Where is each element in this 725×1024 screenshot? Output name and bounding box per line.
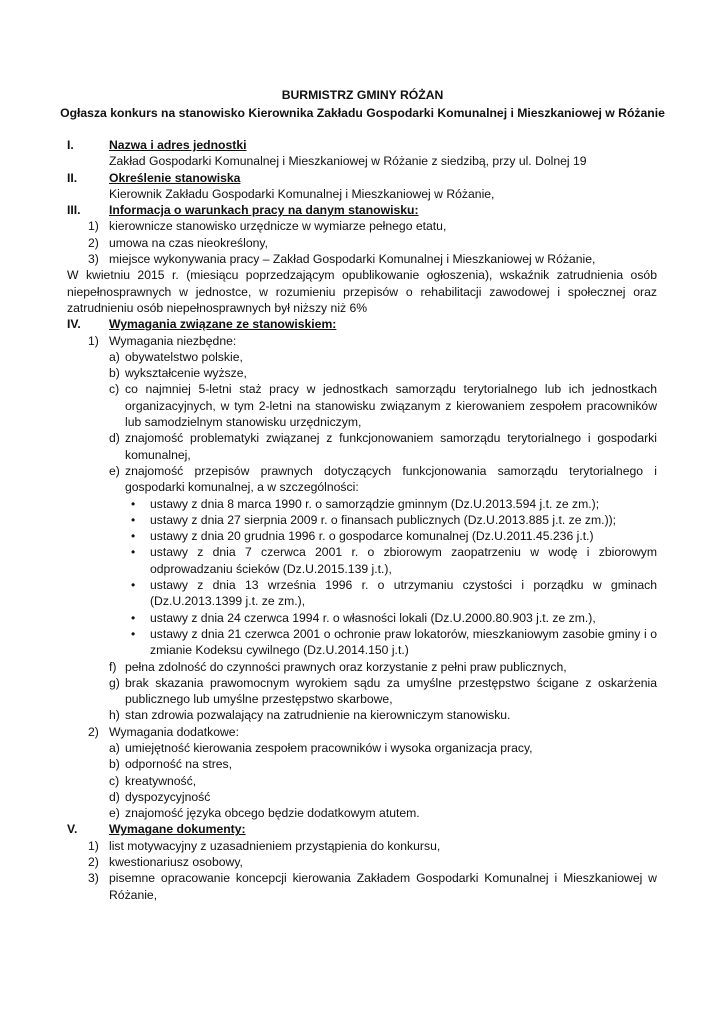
- item-letter: c): [109, 382, 120, 397]
- section-1-body: Zakład Gospodarki Komunalnej i Mieszkaniowej w Różanie z siedzibą, przy ul. Dolnej 19: [109, 154, 587, 169]
- item-text: brak skazania prawomocnym wyrokiem sądu za umyślne przestępstwo ścigane z oskarżenia publicznego lub umyślne przestępstwo skarbowe,: [125, 675, 657, 707]
- item-text: pisemne opracowanie koncepcji kierowania Zakładem Gospodarki Komunalnej i Mieszkaniowej w Różanie,: [109, 871, 657, 902]
- item-text: umowa na czas nieokreślony,: [109, 235, 268, 250]
- section-number: I.: [67, 138, 74, 152]
- section-5-heading: [67, 821, 657, 837]
- item-letter: a): [109, 349, 120, 364]
- section-number: III.: [67, 203, 81, 218]
- item-text: Wymagania niezbędne:: [109, 333, 237, 348]
- item-number: 2): [88, 235, 99, 250]
- item-text: znajomość języka obcego będzie dodatkowym atutem.: [125, 806, 420, 821]
- item-number: 1): [88, 838, 99, 853]
- item-letter: a): [109, 740, 120, 755]
- list-item: [67, 251, 657, 267]
- item-text: kwestionariusz osobowy,: [109, 855, 243, 870]
- bullet-icon: •: [131, 545, 136, 560]
- bullet-icon: •: [131, 529, 136, 544]
- bullet-icon: •: [131, 578, 136, 593]
- section-3-heading: [67, 202, 657, 218]
- list-item: [67, 854, 657, 870]
- list-item: [67, 740, 657, 756]
- section-4-heading: [67, 316, 657, 332]
- item-letter: b): [109, 366, 120, 381]
- requirements-additional-heading: [67, 724, 657, 740]
- item-letter: e): [109, 463, 120, 478]
- list-item: [67, 659, 657, 675]
- bullet-item: [67, 544, 657, 577]
- item-text: ustawy z dnia 7 czerwca 2001 r. o zbiorowym zaopatrzeniu w wodę i zbiorowym odprowadzaniu ścieków (Dz.U.2015.139 j.t.),: [150, 545, 657, 576]
- list-item: [67, 789, 657, 805]
- bullet-icon: •: [131, 512, 136, 527]
- item-letter: e): [109, 806, 120, 821]
- item-text: znajomość problematyki związanej z funkcjonowaniem samorządu terytorialnego i gospodarki komunalnej,: [125, 431, 657, 462]
- item-number: 3): [88, 252, 99, 267]
- item-letter: b): [109, 757, 120, 772]
- item-number: 1): [88, 333, 99, 348]
- document-title: BURMISTRZ GMINY RÓŻAN: [281, 88, 444, 102]
- bullet-icon: •: [131, 496, 136, 511]
- section-2-heading: [67, 170, 657, 186]
- bullet-item: [67, 512, 657, 528]
- list-item: [67, 463, 657, 496]
- list-item: [67, 870, 657, 903]
- item-letter: f): [109, 659, 117, 674]
- document-header: [0, 86, 725, 122]
- item-number: 2): [88, 724, 99, 739]
- item-text: kierownicze stanowisko urzędnicze w wymiarze pełnego etatu,: [109, 219, 447, 234]
- list-item: [67, 805, 657, 821]
- item-text: ustawy z dnia 24 czerwca 1994 r. o własności lokali (Dz.U.2000.80.903 j.t. ze zm.),: [150, 610, 596, 625]
- item-text: wykształcenie wyższe,: [125, 366, 247, 381]
- item-text: ustawy z dnia 27 sierpnia 2009 r. o finansach publicznych (Dz.U.2013.885 j.t. ze zm.));: [150, 512, 617, 527]
- list-item: [67, 707, 657, 723]
- bullet-icon: •: [131, 610, 136, 625]
- section-title: Nazwa i adres jednostki: [109, 138, 247, 152]
- requirements-essential-heading: [67, 333, 657, 349]
- list-item: [67, 349, 657, 365]
- item-text: co najmniej 5-letni staż pracy w jednostkach samorządu terytorialnego lub ich jednostkach organizacyjnych, w tym 2-letni na stanowisku związanym z kierowaniem zespołem pracowników lub samodzielnym stanowisku urzędniczym,: [125, 382, 657, 430]
- bullet-item: [67, 496, 657, 512]
- item-letter: d): [109, 431, 120, 446]
- item-number: 1): [88, 219, 99, 234]
- list-item: [67, 430, 657, 463]
- section-number: IV.: [67, 317, 81, 332]
- item-letter: d): [109, 789, 120, 804]
- item-text: znajomość przepisów prawnych dotyczących funkcjonowania samorządu terytorialnego i gospodarki komunalnej, a w szczególności:: [125, 463, 657, 495]
- section-title: Określenie stanowiska: [109, 170, 241, 185]
- section-title: Wymagane dokumenty:: [109, 822, 246, 837]
- item-letter: h): [109, 708, 120, 723]
- item-text: ustawy z dnia 8 marca 1990 r. o samorządzie gminnym (Dz.U.2013.594 j.t. ze zm.);: [150, 496, 600, 511]
- item-text: ustawy z dnia 20 grudnia 1996 r. o gospodarce komunalnej (Dz.U.2011.45.236 j.t.): [150, 529, 594, 544]
- list-item: [67, 675, 657, 708]
- item-text: Wymagania dodatkowe:: [109, 724, 239, 739]
- document-body: [67, 137, 657, 903]
- employment-paragraph: W kwietniu 2015 r. (miesiącu poprzedzającym opublikowanie ogłoszenia), wskaźnik zatrudnienia osób niepełnosprawnych w jednostce, w rozumieniu przepisów o rehabilitacji zawodowej i społecznej oraz zatrudnieniu osób niepełnosprawnych był niższy niż 6%: [67, 268, 657, 315]
- item-number: 2): [88, 855, 99, 870]
- section-title: Informacja o warunkach pracy na danym stanowisku:: [109, 203, 419, 218]
- section-title: Wymagania związane ze stanowiskiem:: [109, 317, 337, 332]
- item-text: odporność na stres,: [125, 757, 233, 772]
- item-text: miejsce wykonywania pracy – Zakład Gospodarki Komunalnej i Mieszkaniowej w Różanie,: [109, 252, 596, 267]
- list-item: [67, 365, 657, 381]
- list-item: [67, 773, 657, 789]
- list-item: [67, 838, 657, 854]
- list-item: [67, 756, 657, 772]
- bullet-icon: •: [131, 626, 136, 641]
- section-number: II.: [67, 170, 78, 185]
- item-text: dyspozycyjność: [125, 789, 211, 804]
- section-2-body: Kierownik Zakładu Gospodarki Komunalnej i Mieszkaniowej w Różanie,: [109, 186, 495, 201]
- section-number: V.: [67, 822, 78, 837]
- item-letter: g): [109, 675, 120, 690]
- item-text: stan zdrowia pozwalający na zatrudnienie na kierowniczym stanowisku.: [125, 708, 511, 723]
- item-text: pełna zdolność do czynności prawnych oraz korzystanie z pełni praw publicznych,: [125, 659, 567, 674]
- item-text: kreatywność,: [125, 773, 197, 788]
- list-item: [67, 218, 657, 234]
- item-text: obywatelstwo polskie,: [125, 349, 243, 364]
- item-text: ustawy z dnia 13 września 1996 r. o utrzymaniu czystości i porządku w gminach (Dz.U.2013.1399 j.t. ze zm.),: [150, 578, 657, 609]
- item-text: list motywacyjny z uzasadnieniem przystąpienia do konkursu,: [109, 838, 441, 853]
- item-letter: c): [109, 773, 120, 788]
- document-subtitle: Ogłasza konkurs na stanowisko Kierownika Zakładu Gospodarki Komunalnej i Mieszkaniowej w Różanie: [60, 106, 665, 120]
- section-1-heading: [67, 137, 657, 153]
- item-text: ustawy z dnia 21 czerwca 2001 o ochronie praw lokatorów, mieszkaniowym zasobie gminy i o zmianie Kodeksu cywilnego (Dz.U.2014.150 j.t.): [150, 626, 657, 658]
- item-number: 3): [88, 871, 99, 886]
- item-text: umiejętność kierowania zespołem pracowników i wysoka organizacja pracy,: [125, 740, 533, 755]
- bullet-item: [67, 528, 657, 544]
- list-item: [67, 235, 657, 251]
- bullet-item: [67, 626, 657, 659]
- bullet-item: [67, 610, 657, 626]
- bullet-item: [67, 577, 657, 610]
- list-item: [67, 381, 657, 430]
